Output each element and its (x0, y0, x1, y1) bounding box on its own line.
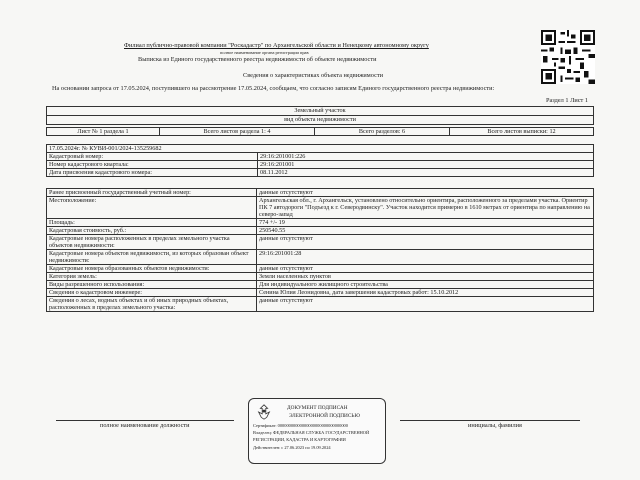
row-value: данные отсутствуют (257, 189, 594, 197)
stamp-subtitle: ЭЛЕКТРОННОЙ ПОДПИСЬЮ (289, 413, 360, 419)
table-row (47, 297, 594, 312)
table-row (47, 235, 594, 250)
row-value: 29:16:201001:28 (257, 250, 594, 265)
table-row (47, 219, 594, 227)
row-label: Местоположение: (47, 197, 257, 219)
position-caption: полное наименование должности (100, 422, 190, 429)
section-title: Сведения о характеристиках объекта недвижимости (243, 72, 383, 79)
row-value: данные отсутствуют (257, 235, 594, 250)
row-label: Кадастровые номера расположенных в пределах земельного участка объектов недвижимости: (47, 235, 257, 250)
section-reference: Раздел 1 Лист 1 (546, 97, 589, 104)
row-value: Земли населенных пунктов (257, 273, 594, 281)
sheet-number: Лист № 1 раздела 1 (47, 128, 160, 136)
row-value: 08.11.2012 (258, 169, 594, 177)
name-caption: инициалы, фамилия (468, 422, 522, 429)
table-row (47, 289, 594, 297)
row-value: Сенина Юлия Леонидовна, дата завершения кадастровых работ: 15.10.2012 (257, 289, 594, 297)
stamp-title: ДОКУМЕНТ ПОДПИСАН (287, 405, 348, 411)
object-type-table (46, 106, 594, 125)
row-label: Категория земель: (47, 273, 257, 281)
stamp-validity: Действителен: с 27.06.2023 по 19.09.2024 (253, 445, 331, 450)
row-label: Дата присвоения кадастрового номера: (47, 169, 258, 177)
row-label: Кадастровые номера образованных объектов недвижимости: (47, 265, 257, 273)
object-type-caption: вид объекта недвижимости (47, 116, 594, 125)
table-row (47, 153, 594, 161)
registry-table (46, 144, 594, 177)
table-row (47, 161, 594, 169)
table-row (47, 281, 594, 289)
extract-sheet-count: Всего листов выписки: 12 (450, 128, 594, 136)
org-subtitle: полное наименование органа регистрации прав (220, 50, 309, 55)
table-row (47, 273, 594, 281)
row-label: Виды разрешенного использования: (47, 281, 257, 289)
row-value: данные отсутствуют (257, 297, 594, 312)
row-value: 774 +/- 19 (257, 219, 594, 227)
extract-number: 17.05.2024г. № КУВИ-001/2024-135259682 (47, 145, 594, 153)
row-label: Номер кадастрового квартала: (47, 161, 258, 169)
table-row (47, 169, 594, 177)
table-row (47, 250, 594, 265)
row-label: Площадь: (47, 219, 257, 227)
row-label: Кадастровая стоимость, руб.: (47, 227, 257, 235)
section-sheet-count: Всего листов раздела 1: 4 (160, 128, 315, 136)
intro-text: На основании запроса от 17.05.2024, поступившего на рассмотрение 17.05.2024, сообщаем, что согласно записям Единого государственного реестра недвижимости: (52, 85, 495, 92)
e-signature-stamp (248, 398, 386, 464)
table-row (47, 197, 594, 219)
row-label: Кадастровый номер: (47, 153, 258, 161)
details-table (46, 188, 594, 312)
table-row (47, 189, 594, 197)
row-value: 29:16:201001 (258, 161, 594, 169)
stamp-owner: Владелец: ФЕДЕРАЛЬНАЯ СЛУЖБА ГОСУДАРСТВЕННОЙ (253, 430, 370, 435)
extract-title: Выписка из Единого государственного реестра недвижимости об объекте недвижимости (138, 56, 377, 63)
row-label: Сведения о лесах, водных объектах и об иных природных объектах, расположенных в пределах земельного участка: (47, 297, 257, 312)
row-value: Архангельская обл., г. Архангельск, установлено относительно ориентира, расположенного за пределами участка. Ориентир ПК 7 автодороги "Подъезд к г. Северодвинску". Участок находится примерно в 1610 метрах от ориентира по направлению на северо-запад (257, 197, 594, 219)
position-line (56, 420, 234, 421)
row-label: Ранее присвоенный государственный учетный номер: (47, 189, 257, 197)
stamp-certificate: Сертификат: 00000000000000000000000000000000 (253, 423, 348, 428)
table-row (47, 227, 594, 235)
org-name: Филиал публично-правовой компании "Роскадастр" по Архангельской области и Ненецкому автономному округу (124, 42, 429, 49)
row-label: Сведения о кадастровом инженере: (47, 289, 257, 297)
qr-code (541, 30, 595, 84)
table-row (47, 265, 594, 273)
coat-of-arms-icon (255, 403, 273, 421)
row-value: Для индивидуального жилищного строительства (257, 281, 594, 289)
row-label: Кадастровые номера объектов недвижимости, из которых образован объект недвижимости: (47, 250, 257, 265)
row-value: 250540.55 (257, 227, 594, 235)
name-line (400, 420, 580, 421)
sheet-info-table (46, 127, 594, 136)
section-count: Всего разделов: 6 (315, 128, 450, 136)
object-type: Земельный участок (47, 107, 594, 116)
row-value: данные отсутствуют (257, 265, 594, 273)
row-value: 29:16:201001:226 (258, 153, 594, 161)
stamp-owner-cont: РЕГИСТРАЦИИ, КАДАСТРА И КАРТОГРАФИИ (253, 437, 346, 442)
